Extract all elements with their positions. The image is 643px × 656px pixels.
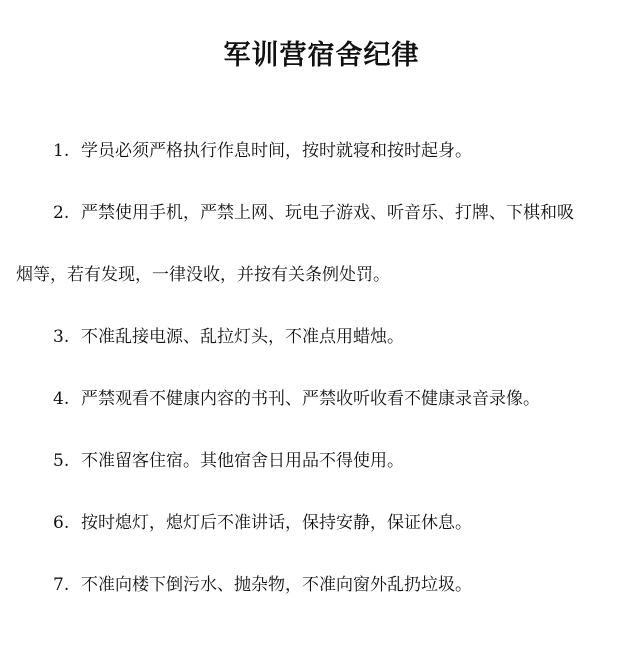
rule-item-5 <box>0 430 643 492</box>
rule-number: 5. <box>53 451 70 471</box>
rule-item-4 <box>0 368 643 430</box>
rule-text-continuation: 烟等，若有发现，一律没收，并按有关条例处罚。 <box>16 265 390 285</box>
rule-text: 严禁使用手机，严禁上网、玩电子游戏、听音乐、打牌、下棋和吸 <box>81 203 574 223</box>
rule-item-3 <box>0 306 643 368</box>
rule-number: 7. <box>53 575 70 595</box>
rule-item-1 <box>0 120 643 182</box>
rule-text: 按时熄灯，熄灯后不准讲话，保持安静，保证休息。 <box>81 513 472 533</box>
rule-item-7 <box>0 554 643 616</box>
rule-number: 6. <box>53 513 70 533</box>
rule-number: 4. <box>53 389 70 409</box>
rule-number: 2. <box>53 203 70 223</box>
rule-text: 不准留客住宿。其他宿舍日用品不得使用。 <box>81 451 404 471</box>
rule-number: 3. <box>53 327 70 347</box>
rule-text: 学员必须严格执行作息时间，按时就寝和按时起身。 <box>81 141 472 161</box>
rule-text: 不准向楼下倒污水、抛杂物，不准向窗外乱扔垃圾。 <box>81 575 472 595</box>
rule-item-6 <box>0 492 643 554</box>
rule-text: 严禁观看不健康内容的书刊、严禁收听收看不健康录音录像。 <box>81 389 540 409</box>
document-title: 军训营宿舍纪律 <box>223 40 420 71</box>
rule-number: 1. <box>53 141 70 161</box>
rule-text: 不准乱接电源、乱拉灯头，不准点用蜡烛。 <box>81 327 404 347</box>
rule-item-2 <box>0 182 643 306</box>
